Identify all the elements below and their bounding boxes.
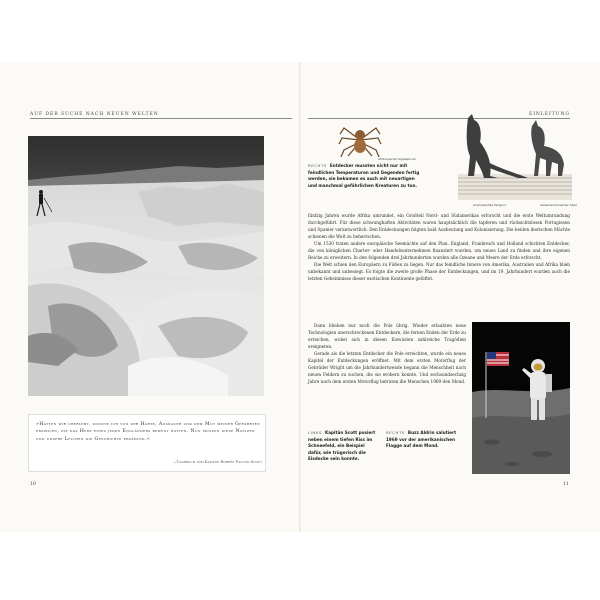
body-text-main [308,212,570,282]
body-paragraph: Um 1530 traten andere europäische Seemächte auf den Plan. England, Frankreich und Holland schickten Entdecker, die von königlichen Charter- oder Handelsunternehmen finanziert wurden, um neues Land zu finden und ihre eigenen Reiche zu erweitern. In den folgenden drei Jahrhunderten wurden alle Ozeane und Meere der Erde erforscht. [308,241,570,260]
book-gutter [299,62,301,532]
caption-scott-label: LINKS [308,430,322,435]
caption-creatures-label: RECHTS [308,163,327,168]
running-header-right: EINLEITUNG [528,112,570,117]
body-paragraph: Gerade als die letzten Entdecker die Pole erreichten, wurde ein neues Kapitel der Entdeckungen eröffnet. Mit dem ersten Motorflug der Gebrüder Wright um die Jahrhundertwende begann die Menschheit nach neuen Feldern zu suchen, die sie erobern konnte. Und sechsundsechzig Jahre nach dem ersten Motorflug betraten die Menschen 1969 den Mond. [308,351,466,384]
kangaroo-tapir-engraving [458,112,572,200]
spider-illustration [338,120,382,160]
body-paragraph: Dann blieben nur noch die Pole übrig. Wieder erlaubten neue Technologien unerschrockenen Entdeckern, die fernen Enden der Erde zu erreichen, wobei sich in diesen Eiswüsten zahlreiche Tragödien ereigneten. [308,323,467,349]
spider-label: Afrikanische Vogelspinne [378,157,416,161]
antarctic-photo [28,136,264,396]
moon-landing-photo [472,322,570,474]
caption-scott-text: Kapitän Scott posiert neben einem tiefen Riss im Schneefeld, ein Beispiel dafür, wie trügerisch die Eisdecke sein konnte. [308,430,376,462]
body-paragraph: Die Welt schien den Europäern zu Füßen zu liegen. Nur das feindliche Innere von Amerika, Australien und Afrika blieb unbekannt und unbesiegt. Es folgte die zweite große Phase der Entdeckungen, und im 19. Jahrhundert wurden auch die letzten Geheimnisse dieser exotischen Kontinente gelüftet. [308,262,570,281]
page-number-left: 10 [30,482,36,487]
body-text-narrow [308,322,466,385]
header-rule-left [30,118,292,119]
page-number-right: 11 [563,482,569,487]
caption-aldrin [386,430,464,450]
tapir-label: Südamerikanischer Tapir [540,203,578,207]
caption-creatures [308,163,420,189]
running-header-left: AUF DER SUCHE NACH NEUEN WELTEN [30,112,159,117]
scott-quote: »Hätten wir überlebt, könnte ich von der Härte, Ausdauer und dem Mut meiner Gefährten erzählen, die das Herz eines jeden Engländers bewegt hätten. Nun müssen diese Notizen und unsere Leichen die Geschichte erzählen.« [36,422,261,442]
body-paragraph: fünfzig Jahren wurde Afrika umrundet, ein Großteil Nord- und Südamerikas erforscht und die erste Weltumrundung durchgeführt. Für diese schwunghaften Aktivitäten waren hauptsächlich die tapferen und rücksichtslosen Portugiesen und Spanier verantwortlich. Den Entdeckungen folgten bald Ausbeutung und Kolonisierung. Die beiden iberischen Mächte schienen die Welt zu beherrschen. [308,213,570,239]
caption-aldrin-text: Buzz Aldrin salutiert 1969 vor der amerikanischen Flagge auf dem Mond. [386,430,457,449]
caption-scott [308,430,378,463]
caption-creatures-text: Entdecker mussten nicht nur mit feindlichen Temperaturen und Gegenden fertig werden, sie bekamen es auch mit neuartigen und manchmal gefährlichen Kreaturen zu tun. [308,163,420,188]
caption-aldrin-label: RECHTS [386,430,405,435]
kangaroo-label: Australisches Känguru [473,203,507,207]
quote-attribution: —Tagebuch von Kapitän Robert Falcon Scott [172,460,262,464]
